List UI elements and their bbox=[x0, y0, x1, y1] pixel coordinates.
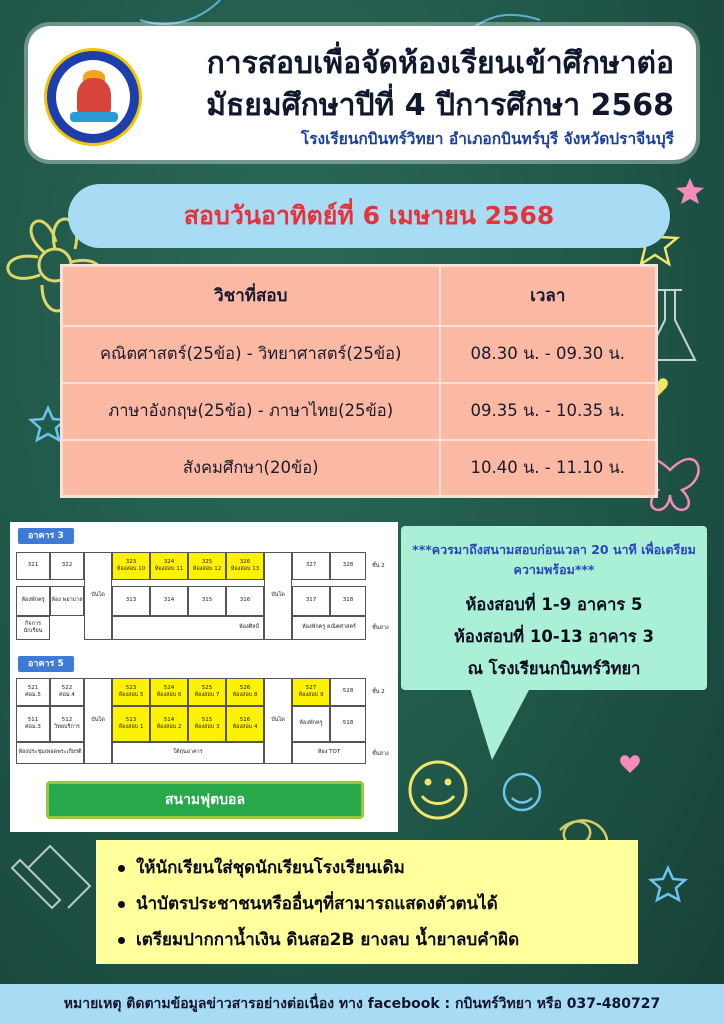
room-314: 314 bbox=[150, 586, 188, 616]
room-513: 513 ห้องสอบ 1 bbox=[112, 706, 150, 742]
heart-doodle-pink-right bbox=[620, 755, 640, 773]
stairs-right-b5: บันได bbox=[264, 678, 292, 764]
art-room: ห้องศิลป์ bbox=[112, 616, 264, 640]
room-523: 523 ห้องสอบ 5 bbox=[112, 678, 150, 706]
room-511: 511 ศอม.3 bbox=[16, 706, 50, 742]
arrival-note: ***ควรมาถึงสนามสอบก่อนเวลา 20 นาที เพื่อเตรียมความพร้อม*** bbox=[412, 542, 696, 577]
activity-room: กิจการ นักเรียน bbox=[16, 616, 50, 640]
room-326: 326 ห้องสอบ 13 bbox=[226, 552, 264, 580]
room-317: 317 bbox=[292, 586, 330, 616]
notice-bubble-tail bbox=[470, 688, 530, 760]
room-514: 514 ห้องสอบ 2 bbox=[150, 706, 188, 742]
school-subtitle: โรงเรียนกบินทร์วิทยา อำเภอกบินทร์บุรี จังหวัดปราจีนบุรี bbox=[300, 130, 674, 148]
notice-line1: ห้องสอบที่ 1-9 อาคาร 5 bbox=[465, 595, 643, 614]
room-325: 325 ห้องสอบ 12 bbox=[188, 552, 226, 580]
subject-cell: สังคมศึกษา(20ข้อ) bbox=[62, 440, 440, 497]
floor-plan-map bbox=[10, 522, 398, 832]
notice-bubble bbox=[401, 526, 707, 690]
room-316: 316 bbox=[226, 586, 264, 616]
exam-schedule-table bbox=[60, 264, 658, 498]
room-515: 515 ห้องสอบ 3 bbox=[188, 706, 226, 742]
time-cell: 10.40 น. - 11.10 น. bbox=[440, 440, 657, 497]
pencil-doodle bbox=[12, 846, 90, 908]
meeting-room: ห้องประชุมเทอดพระเกียรติ bbox=[16, 742, 84, 764]
list-item: ให้นักเรียนใส่ชุดนักเรียนโรงเรียนเดิม bbox=[118, 850, 638, 886]
room-526: 526 ห้องสอบ 8 bbox=[226, 678, 264, 706]
exam-date-banner: สอบวันอาทิตย์ที่ 6 เมษายน 2568 bbox=[68, 184, 670, 248]
room-528: 528 bbox=[330, 678, 366, 706]
counsel-room-b5: ห้องพักครู bbox=[292, 706, 330, 742]
floor1-label: ชั้นล่าง bbox=[372, 625, 389, 631]
logo-base-icon bbox=[70, 112, 118, 122]
table-header-row bbox=[62, 266, 657, 326]
list-item: นำบัตรประชาชนหรืออื่นๆที่สามารถแสดงตัวตนได้ bbox=[118, 886, 638, 922]
subject-cell: ภาษาอังกฤษ(25ข้อ) - ภาษาไทย(25ข้อ) bbox=[62, 383, 440, 440]
header-time: เวลา bbox=[440, 266, 657, 326]
room-327: 327 bbox=[292, 552, 330, 580]
football-field: สนามฟุตบอล bbox=[46, 781, 364, 819]
page-title-line2: มัธยมศึกษาปีที่ 4 ปีการศึกษา 2568 bbox=[206, 88, 674, 123]
room-512: 512 วิทยบริการ bbox=[50, 706, 84, 742]
room-525: 525 ห้องสอบ 7 bbox=[188, 678, 226, 706]
room-323: 323 ห้องสอบ 10 bbox=[112, 552, 150, 580]
star-doodle-blue-right bbox=[651, 868, 685, 900]
rules-box bbox=[96, 840, 638, 964]
table-row bbox=[62, 440, 657, 497]
smiley-doodle-small bbox=[504, 774, 540, 810]
list-item: เตรียมปากกาน้ำเงิน ดินสอ2B ยางลบ น้ำยาลบคำผิด bbox=[118, 922, 638, 958]
room-315: 315 bbox=[188, 586, 226, 616]
smiley-doodle bbox=[410, 762, 466, 818]
header-card bbox=[28, 26, 696, 160]
header-subject: วิชาที่สอบ bbox=[62, 266, 440, 326]
room-521: 521 ศอม.5 bbox=[16, 678, 50, 706]
counsel-room: ห้องพักครู bbox=[16, 586, 50, 616]
building3-label: อาคาร 3 bbox=[18, 528, 74, 544]
room-318: 318 bbox=[330, 586, 366, 616]
star-doodle-pink bbox=[676, 178, 704, 204]
page-title-line1: การสอบเพื่อจัดห้องเรียนเข้าศึกษาต่อ bbox=[206, 46, 674, 81]
room-313: 313 bbox=[112, 586, 150, 616]
notice-line2: ห้องสอบที่ 10-13 อาคาร 3 bbox=[454, 627, 654, 646]
room-321: 321 bbox=[16, 552, 50, 580]
room-518: 518 bbox=[330, 706, 366, 742]
room-328: 328 bbox=[330, 552, 366, 580]
notice-line3: ณ โรงเรียนกบินทร์วิทยา bbox=[467, 659, 641, 678]
time-cell: 08.30 น. - 09.30 น. bbox=[440, 326, 657, 383]
stairs-left-b5: บันได bbox=[84, 678, 112, 764]
stairs-left: บันได bbox=[84, 552, 112, 640]
math-teacher-room: ห้องพักครู คณิตศาสตร์ bbox=[292, 616, 366, 640]
floor2-label: ชั้น 2 bbox=[372, 563, 385, 569]
room-322: 322 bbox=[50, 552, 84, 580]
room-527: 527 ห้องสอบ 9 bbox=[292, 678, 330, 706]
nurse-room: ห้อง พยาบาล bbox=[50, 586, 84, 616]
school-logo bbox=[44, 48, 142, 146]
logo-emblem bbox=[56, 60, 130, 134]
room-516: 516 ห้องสอบ 4 bbox=[226, 706, 264, 742]
floor2-label-b5: ชั้น 2 bbox=[372, 689, 385, 695]
room-324: 324 ห้องสอบ 11 bbox=[150, 552, 188, 580]
subject-cell: คณิตศาสตร์(25ข้อ) - วิทยาศาสตร์(25ข้อ) bbox=[62, 326, 440, 383]
stairs-right: บันได bbox=[264, 552, 292, 640]
table-row bbox=[62, 383, 657, 440]
under-building: ใต้ถุนอาคาร bbox=[112, 742, 264, 764]
table-row bbox=[62, 326, 657, 383]
room-524: 524 ห้องสอบ 6 bbox=[150, 678, 188, 706]
floor1-label-b5: ชั้นล่าง bbox=[372, 751, 389, 757]
logo-figure-icon bbox=[77, 78, 111, 116]
room-522: 522 ศอม.4 bbox=[50, 678, 84, 706]
tot-room: ห้อง TOT bbox=[292, 742, 366, 764]
building5-label: อาคาร 5 bbox=[18, 656, 74, 672]
time-cell: 09.35 น. - 10.35 น. bbox=[440, 383, 657, 440]
footer-note: หมายเหตุ ติดตามข้อมูลข่าวสารอย่างต่อเนื่อง ทาง facebook : กบินทร์วิทยา หรือ 037-480727 bbox=[0, 984, 724, 1024]
